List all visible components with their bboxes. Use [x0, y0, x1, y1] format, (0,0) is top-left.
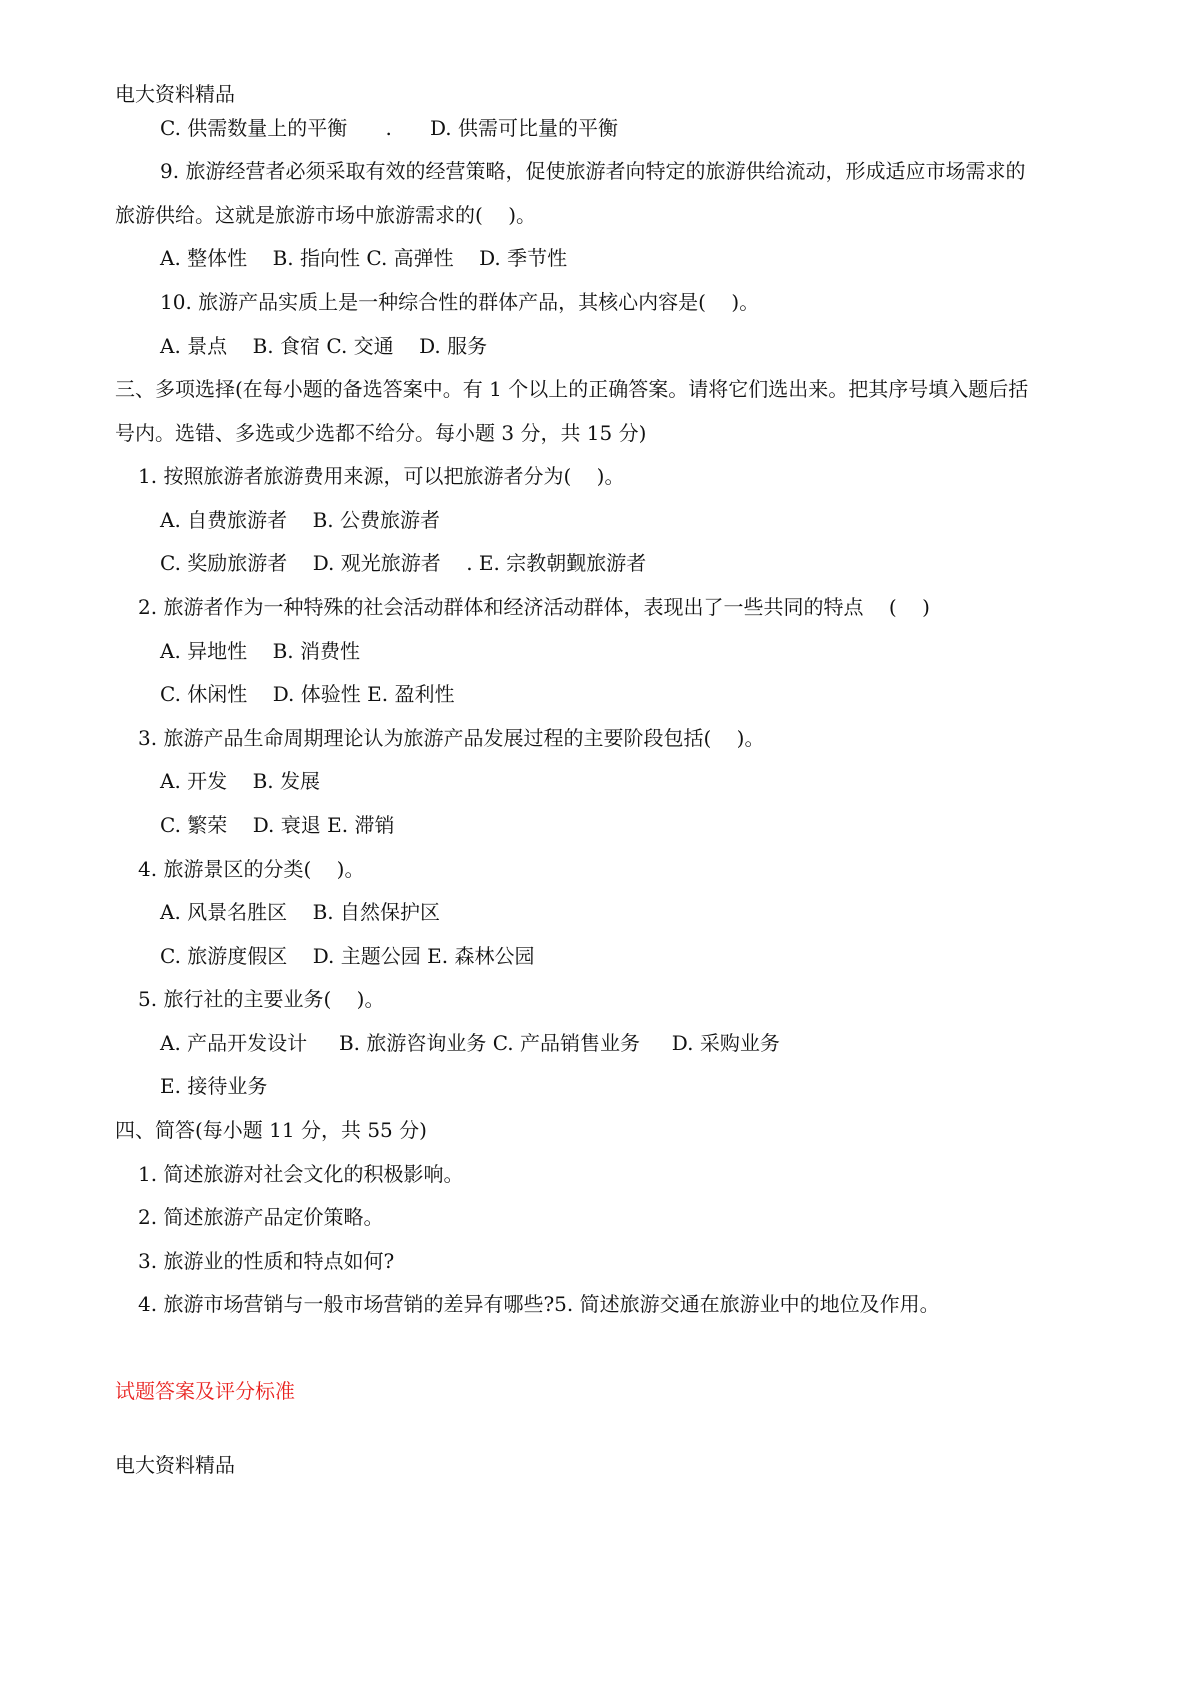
option-line: A. 整体性 B. 指向性 C. 高弹性 D. 季节性 — [160, 246, 568, 270]
option-line: A. 产品开发设计 B. 旅游咨询业务 C. 产品销售业务 D. 采购业务 — [160, 1031, 780, 1055]
option-line: C. 供需数量上的平衡 . D. 供需可比量的平衡 — [160, 116, 618, 140]
answers-title: 试题答案及评分标准 — [115, 1379, 295, 1403]
option-line: A. 自费旅游者 B. 公费旅游者 — [160, 508, 440, 532]
question-stem: 9. 旅游经营者必须采取有效的经营策略，促使旅游者向特定的旅游供给流动，形成适应市场需求的 — [160, 159, 1026, 183]
question-stem-continued: 旅游供给。这就是旅游市场中旅游需求的( )。 — [115, 203, 537, 227]
short-answer-question: 2. 简述旅游产品定价策略。 — [138, 1205, 384, 1229]
option-line: C. 休闲性 D. 体验性 E. 盈利性 — [160, 682, 455, 706]
option-line: A. 异地性 B. 消费性 — [160, 639, 360, 663]
question-stem: 2. 旅游者作为一种特殊的社会活动群体和经济活动群体，表现出了一些共同的特点 ( ) — [138, 595, 930, 619]
option-line: C. 繁荣 D. 衰退 E. 滞销 — [160, 813, 395, 837]
page-footer: 电大资料精品 — [115, 1453, 235, 1477]
question-stem: 3. 旅游产品生命周期理论认为旅游产品发展过程的主要阶段包括( )。 — [138, 726, 765, 750]
section-heading: 四、简答(每小题 11 分，共 55 分) — [115, 1118, 427, 1142]
option-line: A. 景点 B. 食宿 C. 交通 D. 服务 — [160, 334, 488, 358]
question-stem: 10. 旅游产品实质上是一种综合性的群体产品，其核心内容是( )。 — [160, 290, 760, 314]
short-answer-question: 1. 简述旅游对社会文化的积极影响。 — [138, 1162, 464, 1186]
question-stem: 1. 按照旅游者旅游费用来源，可以把旅游者分为( )。 — [138, 464, 625, 488]
option-line: C. 奖励旅游者 D. 观光旅游者 . E. 宗教朝觐旅游者 — [160, 551, 647, 575]
section-heading: 三、多项选择(在每小题的备选答案中。有 1 个以上的正确答案。请将它们选出来。把其序号填入题后括 — [115, 377, 1029, 401]
section-heading-continued: 号内。选错、多选或少选都不给分。每小题 3 分，共 15 分) — [115, 421, 647, 445]
page-header: 电大资料精品 — [115, 82, 235, 106]
option-line: E. 接待业务 — [160, 1074, 268, 1098]
option-line: C. 旅游度假区 D. 主题公园 E. 森林公园 — [160, 944, 535, 968]
option-line: A. 风景名胜区 B. 自然保护区 — [160, 900, 440, 924]
question-stem: 4. 旅游景区的分类( )。 — [138, 857, 365, 881]
question-stem: 5. 旅行社的主要业务( )。 — [138, 987, 385, 1011]
short-answer-question: 4. 旅游市场营销与一般市场营销的差异有哪些?5. 简述旅游交通在旅游业中的地位及作用。 — [138, 1292, 940, 1316]
short-answer-question: 3. 旅游业的性质和特点如何? — [138, 1249, 395, 1273]
option-line: A. 开发 B. 发展 — [160, 769, 320, 793]
